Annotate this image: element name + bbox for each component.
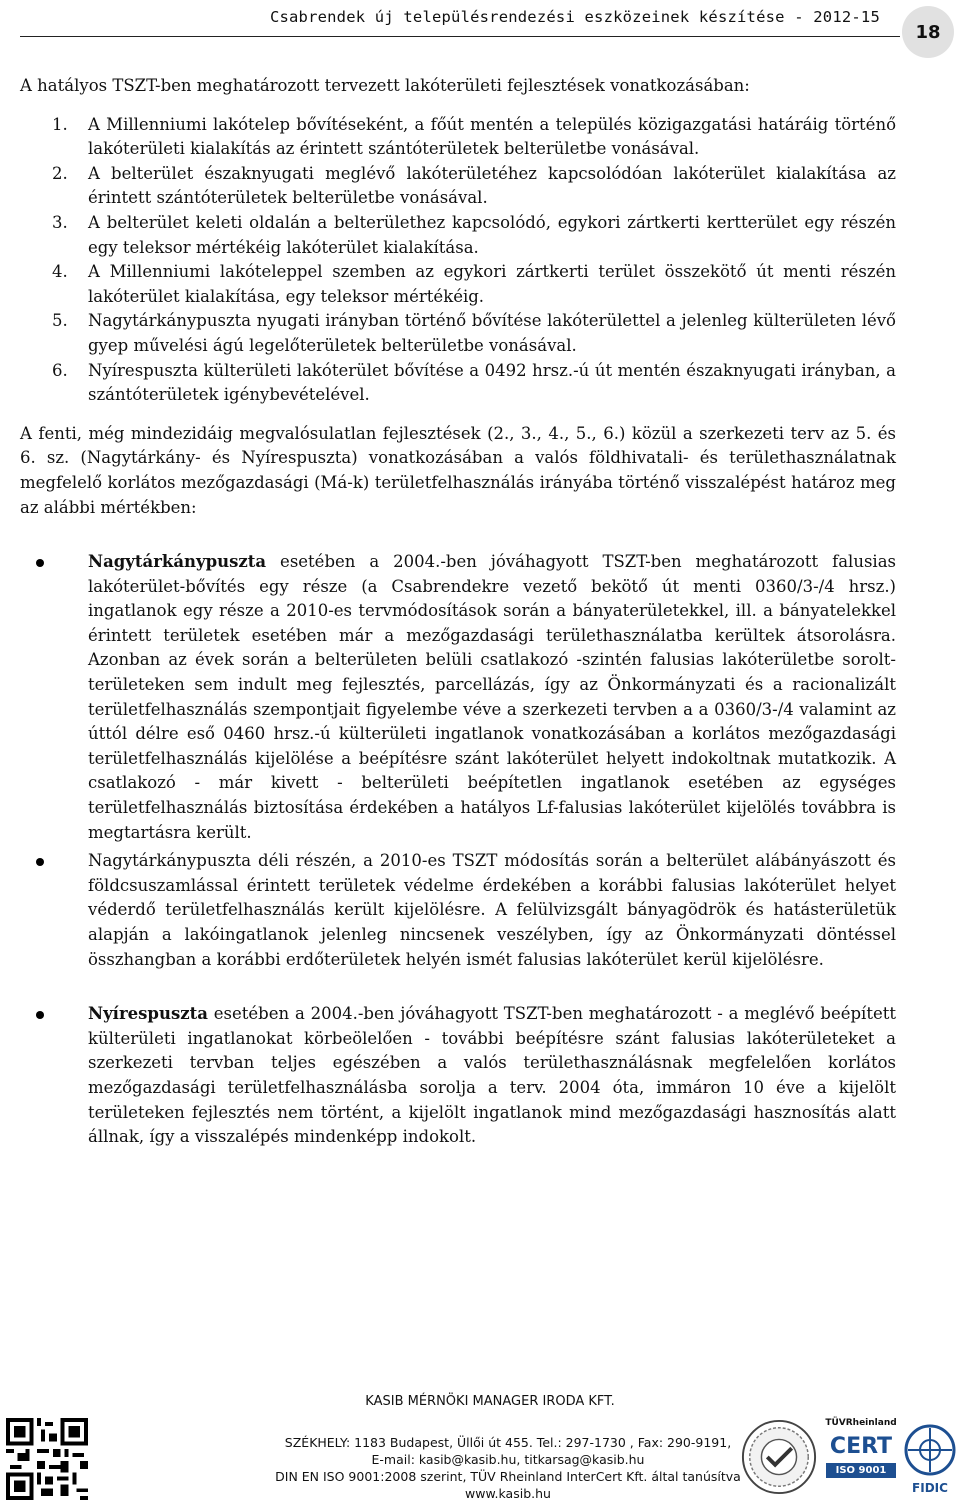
- bullet-text: esetében a 2004.-ben jóváhagyott TSZT-ben meghatározott falusias lakóterület-bővítés egy része (a Csabrendekre vezető bekötő út menti 0360/3-/4 hrsz.) ingatlanok egy része a 2010-es tervmódosítások során a bányaterületekkel, ill. a bányatelekkel érintett területek esetében már a mezőgazdasági területhasználatba kerültek átsorolásra. Azonban az évek során a belterületen belüli csatlakozó -szintén falusias lakóterületbe sorolt-területeken sem indult meg fejlesztés, parcellázás, így az Önkormányzati és a racionalizált területfelhasználás szempontjait figyelembe véve a szerkezeti tervben a a 0360/3-/4 valamint az úttól délre eső 0460 hrsz.-ú külterületi ingatlanok vonatkozásában a korlátos mezőgazdasági területfelhasználás kijelölése a beépítésre szánt lakóterület helyett indokoltnak mutatkozik. A csatlakozó - már kivett - belterületi beépítetlen ingatlanok esetében az egységes területfelhasználás biztosítása érdekében a hatályos Lf-falusias lakóterület kijelölés továbbra is megtartásra került.: [88, 552, 896, 842]
- bullet-icon: [36, 559, 44, 567]
- list-number: 5.: [52, 311, 68, 331]
- bullet-bold-term: Nagytárkánypuszta: [88, 552, 267, 572]
- summary-paragraph: A fenti, még mindezidáig megvalósulatlan fejlesztések (2., 3., 4., 5., 6.) közül a szerkezeti terv az 5. és 6. sz. (Nagytárkány- és Nyírespuszta) vonatkozásában a valós földhivatali- és területhasználatnak megfelelő korlátos mezőgazdasági (Má-k) területfelhasználás irányába történő visszalépést határoz meg az alábbi mértékben:: [20, 423, 896, 517]
- list-number: 4.: [52, 262, 68, 282]
- bullet-item-nagytarkany: [88, 550, 896, 845]
- page-header: [20, 4, 900, 34]
- qr-code-icon: [6, 1418, 88, 1500]
- company-contact-block: [248, 1434, 768, 1502]
- tuv-iso-label: ISO 9001: [826, 1463, 896, 1478]
- intro-paragraph: A hatályos TSZT-ben meghatározott tervezett lakóterületi fejlesztések vonatkozásában:: [20, 76, 750, 95]
- document-title: Csabrendek új településrendezési eszközeinek készítése - 2012-15: [269, 8, 880, 26]
- company-email: E-mail: kasib@kasib.hu, titkarsag@kasib.hu: [371, 1452, 645, 1467]
- page-body: [20, 74, 896, 1154]
- list-item: [52, 211, 896, 260]
- tuv-brand-label: TÜVRheinland: [825, 1418, 897, 1428]
- fidic-logo-icon: [902, 1420, 958, 1496]
- list-item: [52, 309, 896, 358]
- list-item-text: Nagytárkánypuszta nyugati irányban történő bővítése lakóterülettel a jelenleg külterületen lévő gyep művelési ágú legelőterületek belterületbe vonásával.: [88, 311, 896, 355]
- header-rule: [20, 36, 900, 37]
- bullet-item-nyirespuszta: [88, 1002, 896, 1150]
- bullet-list: [20, 550, 896, 1150]
- bullet-icon: [36, 858, 44, 866]
- list-number: 6.: [52, 360, 68, 380]
- bullet-text: esetében a 2004.-ben jóváhagyott TSZT-ben meghatározott - a meglévő beépített külterületi ingatlanokat körbeölelően - további beépítésre szánt falusias lakóterületeket a szerkezeti tervban teljes egészében a valós területhasználásnak megfelelően korlátos mezőgazdasági területfelhasználásba sorolja a terv. 2004 óta, immáron 10 éve a kijelölt területeken fejlesztés nem történt, a kijelölt ingatlanok mind mezőgazdasági hasznosítás alatt állnak, így a visszalépés mindenképp indokolt.: [88, 1004, 896, 1147]
- list-number: 3.: [52, 212, 68, 232]
- list-item-text: Nyírespuszta külterületi lakóterület bővítése a 0492 hrsz.-ú út mentén északnyugati irányban, a szántóterületek igénybevételével.: [88, 360, 896, 405]
- list-item: [52, 359, 896, 408]
- tuv-seal-icon: [740, 1418, 818, 1496]
- company-website: www.kasib.hu: [465, 1486, 551, 1501]
- bullet-text: Nagytárkánypuszta déli részén, a 2010-es TSZT módosítás során a belterület alábányászott és földcsuszamlással érintett területek védelme érdekében a korábbi falusias lakóterület helyet véderdő területfelhasználás került kijelölésre. A felülvizsgált bányagödrök és hatásterületük alapján a lakóingatlanok jelenleg nincsenek veszélyben, így az Önkormányzati döntéssel összhangban a korábbi erdőterületek helyén ismét falusias lakóterület kerül kijelölésre.: [88, 851, 896, 969]
- page-footer: [0, 1388, 960, 1503]
- company-certification: DIN EN ISO 9001:2008 szerint, TÜV Rheinland InterCert Kft. által tanúsítva: [275, 1469, 741, 1484]
- list-number: 1.: [52, 114, 68, 134]
- planned-developments-list: [20, 113, 896, 408]
- list-item-text: A belterület keleti oldalán a belterülethez kapcsolódó, egykori zártkerti kertterület egy részén egy teleksor mértékéig lakóterület kialakítása.: [88, 212, 896, 257]
- bullet-bold-term: Nyírespuszta: [88, 1004, 208, 1024]
- bullet-icon: [36, 1011, 44, 1019]
- company-address: SZÉKHELY: 1183 Budapest, Üllői út 455. Tel.: 297-1730 , Fax: 290-9191,: [284, 1435, 732, 1450]
- fidic-label: FIDIC: [912, 1481, 948, 1495]
- list-number: 2.: [52, 163, 68, 183]
- page-number-badge: 18: [902, 6, 954, 58]
- list-item: [52, 162, 896, 211]
- list-item-text: A Millenniumi lakóteleppel szemben az egykori zártkerti terület összekötő út menti részén lakóterület kialakítása, egy teleksor mértékéig.: [88, 262, 896, 306]
- tuv-cert-label: CERT: [829, 1434, 893, 1459]
- tuv-cert-logo: [822, 1416, 900, 1498]
- company-name: KASIB MÉRNÖKI MANAGER IRODA KFT.: [365, 1394, 615, 1409]
- list-item-text: A Millenniumi lakótelep bővítéseként, a főút mentén a település közigazgatási határáig történő lakóterületi kialakítás az érintett szántóterületek belterületbe vonásával.: [88, 114, 896, 159]
- bullet-item-nagytarkany-south: [88, 849, 896, 972]
- list-item: [52, 113, 896, 162]
- list-item: [52, 260, 896, 309]
- list-item-text: A belterület északnyugati meglévő lakóterületéhez kapcsolódóan lakóterület kialakítása az érintett szántóterületek belterületbe vonásával.: [88, 163, 896, 208]
